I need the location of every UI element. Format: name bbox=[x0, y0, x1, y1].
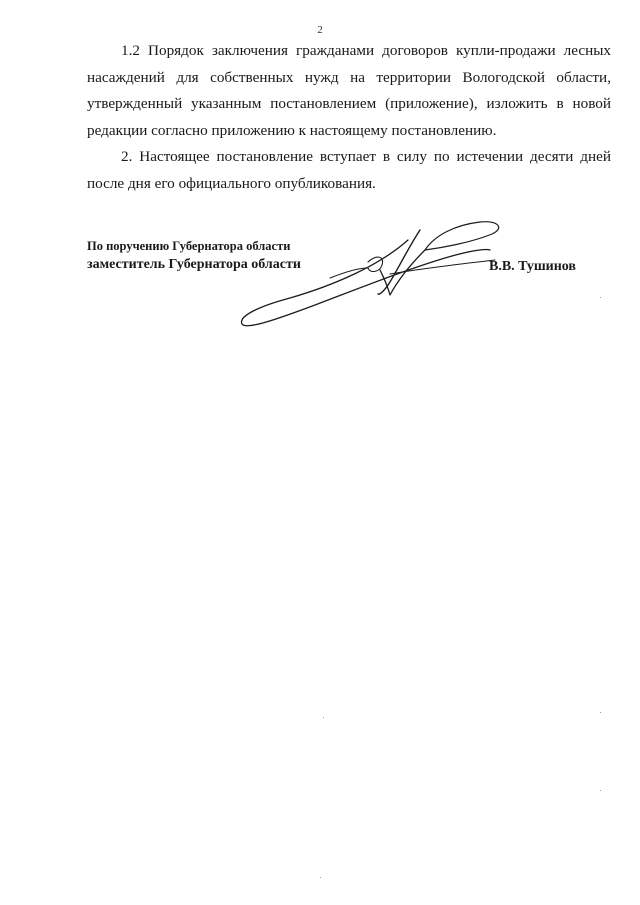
paragraph-1: 1.2 Порядок заключения гражданами договоров купли-продажи лесных насаждений для собственных нужд на территории Вологодской области, утвержденный указанным постановлением (приложение), изложить в новой редакции согласно приложению к настоящему постановлению. bbox=[87, 42, 611, 139]
signatory-name: В.В. Тушинов bbox=[489, 259, 576, 274]
signature-authority-line: По поручению Губернатора области bbox=[87, 239, 291, 253]
paragraph-2: 2. Настоящее постановление вступает в силу по истечении десяти дней после дня его официального опубликования. bbox=[87, 148, 611, 192]
scan-speck bbox=[320, 877, 321, 878]
scan-speck bbox=[600, 297, 601, 298]
scan-speck bbox=[600, 712, 601, 713]
handwritten-signature bbox=[230, 210, 530, 335]
document-body bbox=[87, 38, 611, 197]
scan-speck bbox=[323, 717, 324, 718]
scan-speck bbox=[600, 790, 601, 791]
signature-position-line: заместитель Губернатора области bbox=[87, 257, 301, 272]
page-number: 2 bbox=[317, 24, 323, 36]
